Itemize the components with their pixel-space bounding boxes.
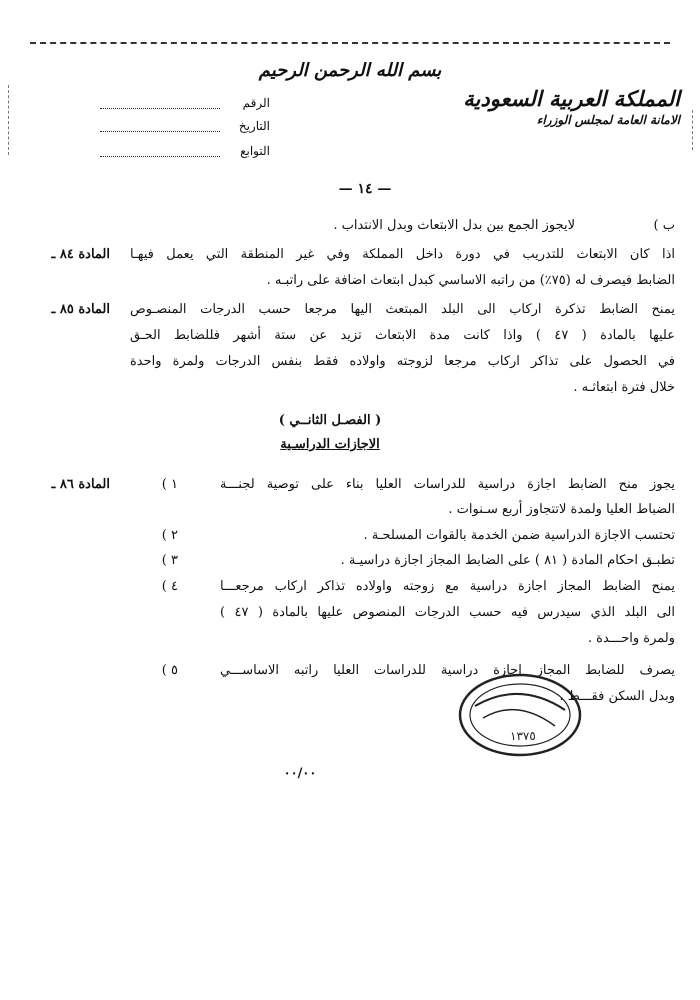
article-85-label: المادة ٨٥ ـ	[51, 302, 110, 317]
chapter-subtitle: الاجازات الدراسـية	[280, 437, 380, 452]
article-84-line-1: اذا كان الابتعاث للتدريب في دورة داخل المملكة وفي غير المنطقة التي يعمل فيهـا	[130, 247, 675, 262]
article-84-line-2: الضابط فيصرف له (٧٥٪) من راتبه الاساسي كبدل ابتعاث اضافة على راتبـه .	[266, 273, 675, 288]
article-86-item-4-number: ٤ )	[161, 579, 178, 594]
article-86-item-3-line-1: تطبـق احكام المادة ( ٨١ ) على الضابط المجاز اجازة دراسيـة .	[340, 553, 675, 568]
article-86-label: المادة ٨٦ ـ	[51, 477, 110, 492]
date-field	[100, 119, 270, 139]
field-line	[100, 108, 220, 109]
article-86-item-4-line-1: يمنح الضابط المجاز اجازة دراسية مع زوجته واولاده تذاكر اركاب مرجعـــا	[220, 579, 675, 594]
logo-sub-title: الامانة العامة لمجلس الوزراء	[536, 113, 680, 127]
article-86-item-3-number: ٣ )	[161, 553, 178, 568]
field-label: التوابع	[240, 144, 270, 158]
article-86-item-2-line-1: تحتسب الاجازة الدراسية ضمن الخدمة بالقوات المسلحـة .	[363, 528, 675, 543]
article-84-label: المادة ٨٤ ـ	[51, 247, 110, 262]
item-b-text: لايجوز الجمع بين بدل الابتعاث وبدل الانتداب .	[333, 218, 575, 233]
field-label: التاريخ	[238, 119, 270, 133]
article-86-item-4-line-2: الى البلد الذي سيدرس فيه حسب الدرجات المنصوص عليها بالمادة ( ٤٧ )	[220, 605, 675, 620]
article-86-item-5-line-2: وبدل السكن فقـــط .	[559, 689, 675, 704]
left-margin-mark	[8, 85, 9, 155]
article-85-line-3: في الحصول على تذاكر اركاب مرجعا لزوجته واولاده فقط بنفس الدرجات ولمرة واحدة	[130, 354, 675, 369]
article-86-item-1-line-1: يجوز منح الضابط اجازة دراسية للدراسات العليا بناء على توصية لجنـــة	[220, 477, 675, 492]
field-label: الرقم	[242, 96, 270, 110]
article-86-item-1-number: ١ )	[161, 477, 178, 492]
reference-number-field	[100, 96, 270, 116]
article-85-line-4: خلال فترة ابتعاثـه .	[573, 380, 675, 395]
official-seal-stamp	[455, 670, 585, 760]
field-line	[100, 156, 220, 157]
letterhead-logo	[455, 86, 680, 127]
seal-year: ١٣٧٥	[510, 729, 536, 743]
page-continuation-mark: ٠٠/٠٠	[283, 766, 317, 781]
article-86-item-5-line-1: يصرف للضابط المجاز اجازة دراسية للدراسات العليا راتبه الاساســـي	[220, 663, 675, 678]
attachments-field	[100, 144, 270, 164]
article-85-line-2: عليها بالمادة ( ٤٧ ) واذا كانت مدة الابتعاث تزيد عن ستة أشهر فللضابط الحـق	[130, 328, 675, 343]
article-85-line-1: يمنح الضابط تذكرة اركاب الى البلد المبتعث اليها مرجعا حسب الدرجات المنصـوص	[130, 302, 675, 317]
article-86-item-5-number: ٥ )	[161, 663, 178, 678]
bismillah: بسم الله الرحمن الرحيم	[258, 60, 442, 81]
right-margin-mark	[692, 110, 693, 150]
chapter-title: ( الفصـل الثانــي )	[278, 413, 382, 428]
page-number: — ١٤ —	[338, 181, 392, 197]
article-86-item-1-line-2: الضباط العليا ولمدة لاتتجاوز أربع سـنوات .	[448, 502, 675, 517]
item-b-marker: ب )	[653, 218, 675, 233]
article-86-item-4-line-3: ولمرة واحـــدة .	[587, 631, 675, 646]
top-dashed-border	[30, 42, 670, 44]
article-86-item-2-number: ٢ )	[161, 528, 178, 543]
logo-kingdom-name: المملكة العربية السعودية	[463, 86, 680, 111]
field-line	[100, 131, 220, 132]
